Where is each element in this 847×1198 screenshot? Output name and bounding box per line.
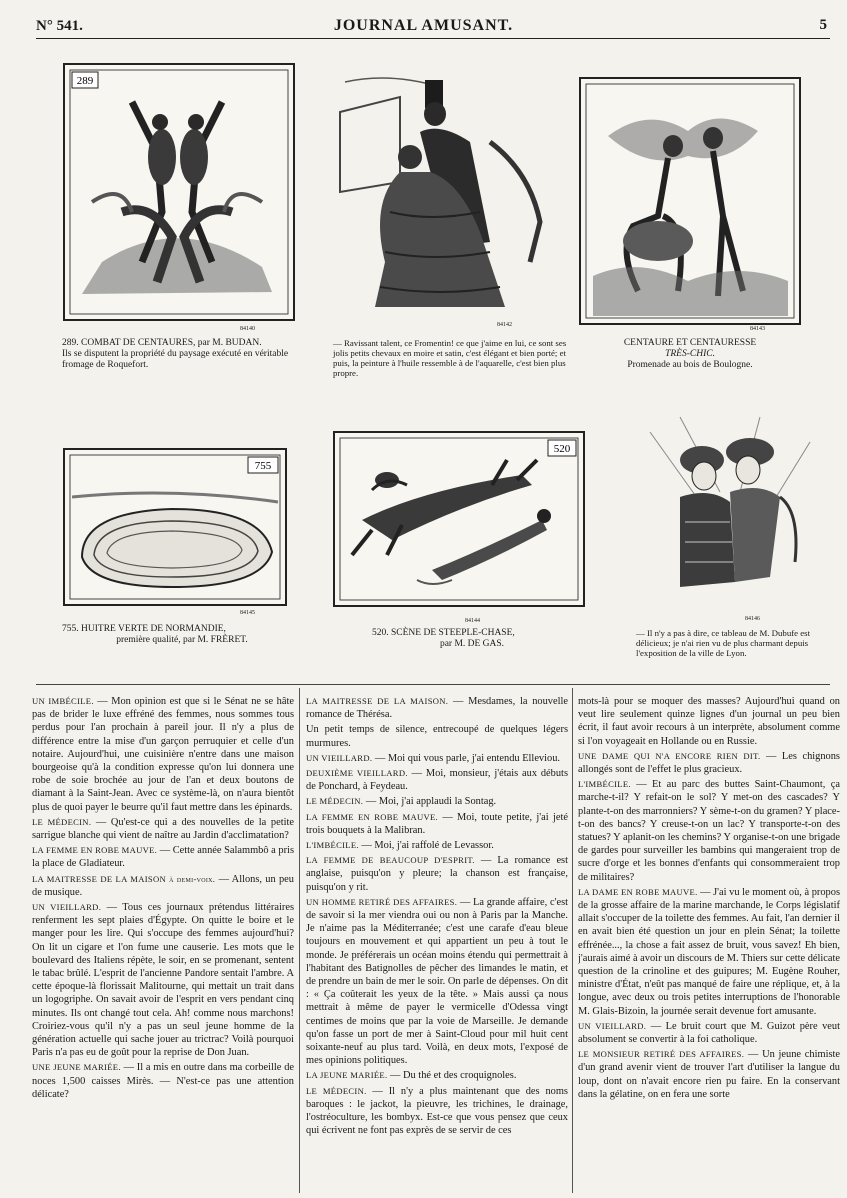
figure-code: 84140 <box>240 326 255 332</box>
speech: — Qu'est-ce qui a des nouvelles de la petite sarrigue blanche qui vient de naître au Jardin d'acclimatation? <box>32 816 294 842</box>
figure-dubufe <box>640 412 820 617</box>
dialogue-paragraph <box>578 778 840 884</box>
speaker: LA FEMME DE BEAUCOUP D'ESPRIT. <box>306 855 475 866</box>
speaker: LA FEMME EN ROBE MAUVE. <box>32 845 158 856</box>
figure-title: 289. COMBAT DE CENTAURES, par M. BUDAN. <box>62 338 262 348</box>
fallen-jockey-horse-illustration <box>332 430 586 608</box>
speaker: LA FEMME EN ROBE MAUVE. <box>306 811 438 822</box>
figure-subtitle: première qualité, par M. FRÈRET. <box>116 635 248 645</box>
speech: — Moi, toute petite, j'ai jeté trois bouquets à la Malibran. <box>306 811 568 836</box>
speech: — Allons, un peu de musique. <box>32 873 294 898</box>
figure-title: 520. SCÈNE DE STEEPLE-CHASE, <box>372 628 515 638</box>
speaker: L'IMBÉCILE. <box>306 840 359 851</box>
journal-title: JOURNAL AMUSANT. <box>333 17 514 34</box>
dialogue-paragraph <box>32 901 294 1059</box>
figure-steeple-chase <box>332 430 586 608</box>
speaker: LE MÉDECIN. <box>32 816 92 827</box>
dialogue-paragraph <box>578 886 840 1018</box>
speech: — Un jeune chimiste d'un grand avenir vient de trouver l'art d'utiliser la langue du loup, dont on n'avait encore rien pu faire. En la conservant dans la gélatine, on en fera une sorte <box>578 1049 840 1100</box>
dialogue-paragraph <box>578 695 840 748</box>
figure-subtitle: Ils se disputent la propriété du paysage exécuté en véritable fromage de Roquefort. <box>62 349 289 370</box>
page-number: 5 <box>819 17 827 33</box>
dialogue-paragraph <box>306 695 568 721</box>
figure-box-number: 755 <box>254 460 272 472</box>
figure-note: Promenade au bois de Boulogne. <box>627 360 753 370</box>
lady-with-monocle-gentleman-illustration <box>330 62 555 317</box>
issue-number: N° 541. <box>36 18 83 34</box>
dialogue-paragraph <box>32 816 294 842</box>
figure-caption: — Il n'y a pas à dire, ce tableau de M. Dubufe est délicieux; je n'ai rien vu de plus charmant depuis l'exposition de la ville de Lyon. <box>636 628 811 658</box>
dialogue-paragraph <box>306 1085 568 1138</box>
figure-huitre-verte <box>62 447 288 607</box>
speaker: LA JEUNE MARIÉE. <box>306 1070 388 1081</box>
speech: — Moi, j'ai raffolé de Levassor. <box>358 840 494 852</box>
figure-box-number: 289 <box>76 75 94 87</box>
speech: — Mesdames, la nouvelle romance de Thérésa. <box>306 696 568 721</box>
text-column-2 <box>306 695 568 1190</box>
speaker: LE MÉDECIN. <box>306 796 364 807</box>
dialogue-paragraph <box>578 750 840 776</box>
dialogue-paragraph <box>578 1020 840 1046</box>
speaker: LA DAME EN ROBE MAUVE. <box>578 886 698 897</box>
figure-code: 84146 <box>745 616 760 622</box>
speech: Un petit temps de silence, entrecoupé de quelques légers murmures. <box>306 724 568 749</box>
figure-subtitle: TRÈS-CHIC. <box>665 349 715 359</box>
speech: mots-là pour se moquer des masses? Aujourd'hui quand on veut lire seulement quinze lignes d'un journal un peu bien écrit, il faut avoir recours à un interprète, absolument comme si l'on voyageait en Hollande ou en Russie. <box>578 696 840 747</box>
dialogue-paragraph <box>306 752 568 765</box>
speech: — Il a mis en outre dans ma corbeille de noces 1,500 caisses Mirès. — N'est-ce pas une attention délicate? <box>32 1062 294 1100</box>
figure-title: CENTAURE ET CENTAURESSE <box>623 338 757 348</box>
speech: — Cette année Salammbô a pris la place de Gladiateur. <box>32 845 294 870</box>
oyster-illustration <box>62 447 288 607</box>
figure-caption <box>372 628 572 650</box>
column-divider <box>572 688 573 1193</box>
speech: — Mon opinion est que si le Sénat ne se hâte pas de brider le luxe effréné des femmes, nous sommes tous perdus pour l'an prochain à pareil jour. Il n'y a plus de différence entre la mise d'un garçon perruquier et celle d'un notaire. Aujourd'hui, une cuisinière n'entre dans une maison bourgeoise qu'à la condition expresse qu'on lui donnera une robe de soie brochée au jour de l'an et deux boutons de diamant à la Saint-Jean. Avec ce système-là, on n'aura bientôt plus de quoi payer le beurre qu'il faut mettre dans les épinards. <box>32 696 294 813</box>
figure-code: 84144 <box>465 618 480 624</box>
dialogue-paragraph <box>578 1048 840 1101</box>
speech: — La grande affaire, c'est de savoir si la mer viendra oui ou non à Paris par la Manche. Je n'aime pas la Méditerranée; c'est une carafe d'eau bleue toujours en mouvement et qui appartient un peu à tout le monde. Je préférerais un océan moins étendu qui permettrait à l'habitant des Batignolles de pêcher des limandes le matin, et de prendre un bain de mer le soir. On parle de dépenses. On dit : « Ça coûterait les yeux de la tête. » Mais aussi ça nous mettrait à même de payer le vermicelle d'Odessa vingt centimes de moins que par la voie de Marseille. Je demande qu'on fasse un port de mer à Saint-Cloud pour mil huit cent soixante-neuf au plus tard. Voilà, en deux mots, l'exposé de mes opinions politiques. <box>306 896 568 1067</box>
speaker: L'IMBÉCILE. <box>578 779 631 790</box>
speaker: LE MONSIEUR RETIRÉ DES AFFAIRES. <box>578 1049 745 1060</box>
figure-code: 84145 <box>240 610 255 616</box>
speech: — J'ai vu le moment où, à propos de la grosse affaire de la marine marchande, le Corps législatif allait s'occuper de la toilette des femmes. Au fait, l'an dernier il en avait bien été question un jour en plein Sénat; la toilette effrénée..., la chose a fait assez de bruit, vous savez! Eh bien, j'aurais aimé à avoir un discours de M. Thiers sur cette délicate question de la crinoline et des guipures; M. Eugène Rouher, ministre d'État, n'eût pas manqué de faire une réplique, et, à la longue, avec deux ou trois petites interruptions de l'honorable M. Glais-Bizoin, la journée serait devenue fort amusante. <box>578 886 840 1017</box>
column-divider <box>299 688 300 1193</box>
figure-subtitle: par M. DE GAS. <box>439 639 505 649</box>
speech: — La romance est anglaise, puisqu'on y pleure; la chanson est française, puisqu'on y rit. <box>306 855 568 893</box>
figure-title: 755. HUITRE VERTE DE NORMANDIE, <box>62 624 226 634</box>
speech: — Moi qui vous parle, j'ai entendu Elleviou. <box>372 752 560 764</box>
speech: — Les chignons allongés sont de l'effet le plus gracieux. <box>578 750 840 776</box>
figure-caption <box>62 624 302 646</box>
figure-caption <box>62 338 302 371</box>
figure-box-number: 520 <box>553 443 571 455</box>
speaker: UN VIEILLARD. <box>32 902 102 913</box>
dialogue-paragraph <box>306 811 568 837</box>
speaker: UN VIEILLARD. <box>578 1020 647 1031</box>
speaker: UN HOMME RETIRÉ DES AFFAIRES. <box>306 896 458 907</box>
speaker: LE MÉDECIN. <box>306 1085 367 1096</box>
two-ladies-illustration <box>640 412 820 617</box>
header-rule <box>36 38 830 39</box>
figure-centaure-centauresse <box>578 76 802 326</box>
speech: — Du thé et des croquignoles. <box>387 1070 517 1082</box>
speech: — Le bruit court que M. Guizot père veut absolument se convertir à la foi catholique. <box>578 1020 840 1046</box>
figure-combat-centaures <box>62 62 296 322</box>
dialogue-paragraph <box>306 723 568 749</box>
figure-code: 84142 <box>497 322 512 328</box>
page-header <box>0 0 847 40</box>
text-column-3 <box>578 695 840 1190</box>
figure-code: 84143 <box>750 326 765 332</box>
figure-fromentin <box>330 62 555 317</box>
dialogue-paragraph <box>32 844 294 870</box>
speaker: UN IMBÉCILE. <box>32 696 94 706</box>
dialogue-paragraph <box>306 795 568 808</box>
section-rule <box>36 684 830 685</box>
speaker: UN VIEILLARD. <box>306 752 373 763</box>
figure-caption <box>578 338 802 371</box>
speech: — Moi, j'ai applaudi la Sontag. <box>363 796 497 808</box>
centaur-couple-illustration <box>578 76 802 326</box>
speech: — Moi, monsieur, j'étais aux débuts de Ponchard, à Feydeau. <box>306 768 568 793</box>
speaker: LA MAITRESSE DE LA MAISON à demi-voix. <box>32 873 216 884</box>
dialogue-paragraph <box>306 896 568 1068</box>
speaker: UNE DAME QUI N'A ENCORE RIEN DIT. <box>578 750 761 761</box>
dialogue-paragraph <box>306 839 568 852</box>
dialogue-paragraph <box>306 767 568 793</box>
centaurs-fighting-illustration <box>62 62 296 322</box>
speaker: DEUXIÈME VIEILLARD. <box>306 768 408 779</box>
speaker: LA MAITRESSE DE LA MAISON. <box>306 696 449 706</box>
speech: — Et au parc des buttes Saint-Chaumont, ça marche-t-il? Y refait-on le sol? Y met-on des cascades? Y plante-t-on des marronniers? Y sème-t-on du gramen? Y place-t-on des bancs? Y creuse-t-on un lac? Y transporte-t-on des statues? Y aplanit-on les chemins? Y organise-t-on une brigade de gardes pour surveiller les bambins qui mangeraient trop de sucre d'orge et les bonnes d'enfants qui consommeraient trop de militaires? <box>578 779 840 883</box>
text-column-1 <box>32 695 294 1190</box>
dialogue-paragraph <box>32 873 294 899</box>
dialogue-paragraph <box>32 695 294 814</box>
dialogue-paragraph <box>32 1061 294 1101</box>
speaker: UNE JEUNE MARIÉE. <box>32 1062 121 1073</box>
speech: — Tous ces journaux prétendus littéraires renferment les sept plaies d'Égypte. On quitte le boire et le manger pour les lire. Qui s'occupe des femmes aujourd'hui? On lit un cigare et l'on fume une causerie. Les mots que le boulevard des Italiens répète, le soir, en se promenant, sentent le tabac brûlé. L'esprit de l'ancienne Pandore sentait l'ambre. A cette époque-là florissait Malitourne, qui mettait un trait dans un logogriphe. On savait avoir de l'esprit en vers pendant cinq minutes. Ils ont changé tout cela. Ah! comme nous marchons! Croiriez-vous qu'il n'y a pas un seul jeune homme de la génération actuelle qui sache jouer au trictrac? Voilà pourquoi Paris n'a pas eu de goût pour la reprise de Don Juan. <box>32 902 294 1059</box>
figure-caption: — Ravissant talent, ce Fromentin! ce que j'aime en lui, ce sont ses jolis petits chevaux en moire et satin, c'est élégant et bien porté; et puis, la peinture à l'huile ressemble à de l'aquarelle, c'est bien plus propre. <box>333 338 567 378</box>
speech: — Il n'y a plus maintenant que des noms baroques : le jackot, la pieuvre, les trichines, le drainage, l'ostréoculture, les bombyx. Est-ce que vous pensez que ceux qui écrivent ne font pas exprès de se servir de ces <box>306 1085 568 1137</box>
dialogue-paragraph <box>306 1069 568 1082</box>
dialogue-paragraph <box>306 854 568 894</box>
